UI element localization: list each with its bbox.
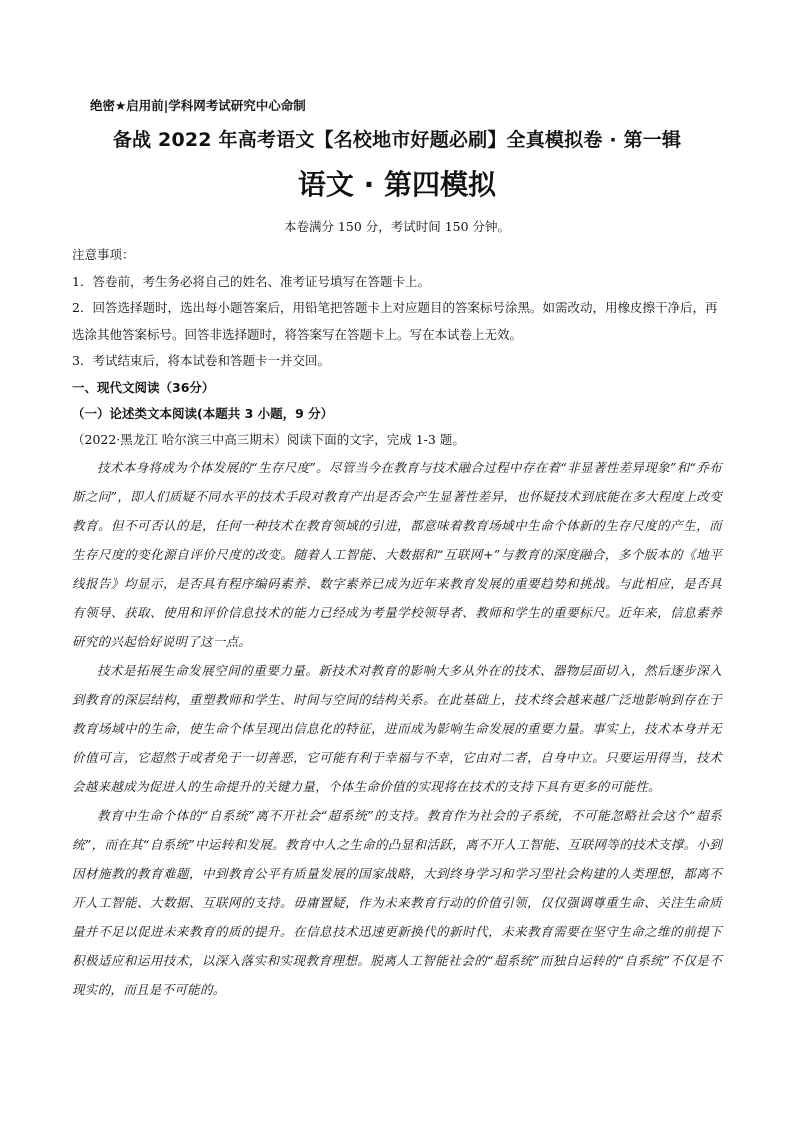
reading-passage <box>72 453 722 1004</box>
passage-paragraph: 技术是拓展生命发展空间的重要力量。新技术对教育的影响大多从外在的技术、器物层面切入，然后逐步深入到教育的深层结构，重塑教师和学生、时间与空间的结构关系。在此基础上，技术终会越来越广泛地影响到存在于教育场域中的生命，使生命个体呈现出信息化的特征，进而成为影响生命发展的重要力量。事实上，技术本身并无价值可言，它超然于或者免于一切善恶，它可能有利于幸福与不幸，它由对二者，自身中立。只要运用得当，技术会越来越成为促进人的生命提升的关键力量，个体生命价值的实现将在技术的支持下具有更多的可能性。 <box>72 662 722 794</box>
passage-source: （2022·黑龙江 哈尔滨三中高三期末）阅读下面的文字，完成 1-3 题。 <box>72 431 465 447</box>
notes-heading: 注意事项： <box>72 247 135 262</box>
exam-info: 本卷满分 150 分，考试时间 150 分钟。 <box>283 219 511 234</box>
passage-paragraph: 技术本身将成为个体发展的“生存尺度”。尽管当今在教育与技术融合过程中存在着“非显著性差异现象”和“乔布斯之问”，即人们质疑不同水平的技术手段对教育产出是否会产生显著性差异，也怀疑技术到底能在多大程度上改变教育。但不可否认的是，任何一种技术在教育领域的引进，都意味着教育场域中生命个体新的生存尺度的产生，而生存尺度的变化源自评价尺度的改变。随着人工智能、大数据和“互联网+”与教育的深度融合，多个版本的《地平线报告》均显示，是否具有程序编码素养、数字素养已成为近年来教育发展的重要趋势和挑战。与此相应，是否具有领导、获取、使用和评价信息技术的能力已经成为考量学校领导者、教师和学生的重要标尺。近年来，信息素养研究的兴起恰好说明了这一点。 <box>72 459 722 649</box>
subsection-heading: （一）论述类文本阅读(本题共 3 小题，9 分） <box>72 405 334 421</box>
notes-item: 2．回答选择题时，选出每小题答案后，用铅笔把答题卡上对应题目的答案标号涂黑。如需改动，用橡皮擦干净后，再选涂其他答案标号。回答非选择题时，将答案写在答题卡上。写在本试卷上无效。 <box>72 300 718 342</box>
exam-subtitle: 语文 · 第四模拟 <box>297 168 497 201</box>
section-heading: 一、现代文阅读（36分） <box>72 379 215 395</box>
passage-paragraph: 教育中生命个体的“自系统”离不开社会“超系统”的支持。教育作为社会的子系统，不可能忽略社会这个“超系统”，而在其“自系统”中运转和发展。教育中人之生命的凸显和活跃，离不开人工智能、互联网等的技术支撑。小到因材施教的教育难题，中到教育公平有质量发展的国家战略，大到终身学习和学习型社会构建的人类理想，都离不开人工智能、大数据、互联网的支持。毋庸置疑，作为未来教育行动的价值引领，仅仅强调尊重生命、关注生命质量并不足以促进未来教育的质的提升。在信息技术迅速更新换代的新时代，未来教育需要在坚守生命之维的前提下积极适应和运用技术，以深入落实和实现教育理想。脱离人工智能社会的“超系统”而独自运转的“自系统”不仅是不现实的，而且是不可能的。 <box>72 807 722 997</box>
notes-block <box>72 242 722 375</box>
exam-title: 备战 2022 年高考语文【名校地市好题必刷】全真模拟卷 · 第一辑 <box>112 129 682 151</box>
notes-item: 3．考试结束后，将本试卷和答题卡一并交回。 <box>72 353 330 368</box>
notes-item: 1．答卷前，考生务必将自己的姓名、准考证号填写在答题卡上。 <box>72 273 430 289</box>
confidential-notice: 绝密★启用前|学科网考试研究中心命制 <box>90 98 306 113</box>
